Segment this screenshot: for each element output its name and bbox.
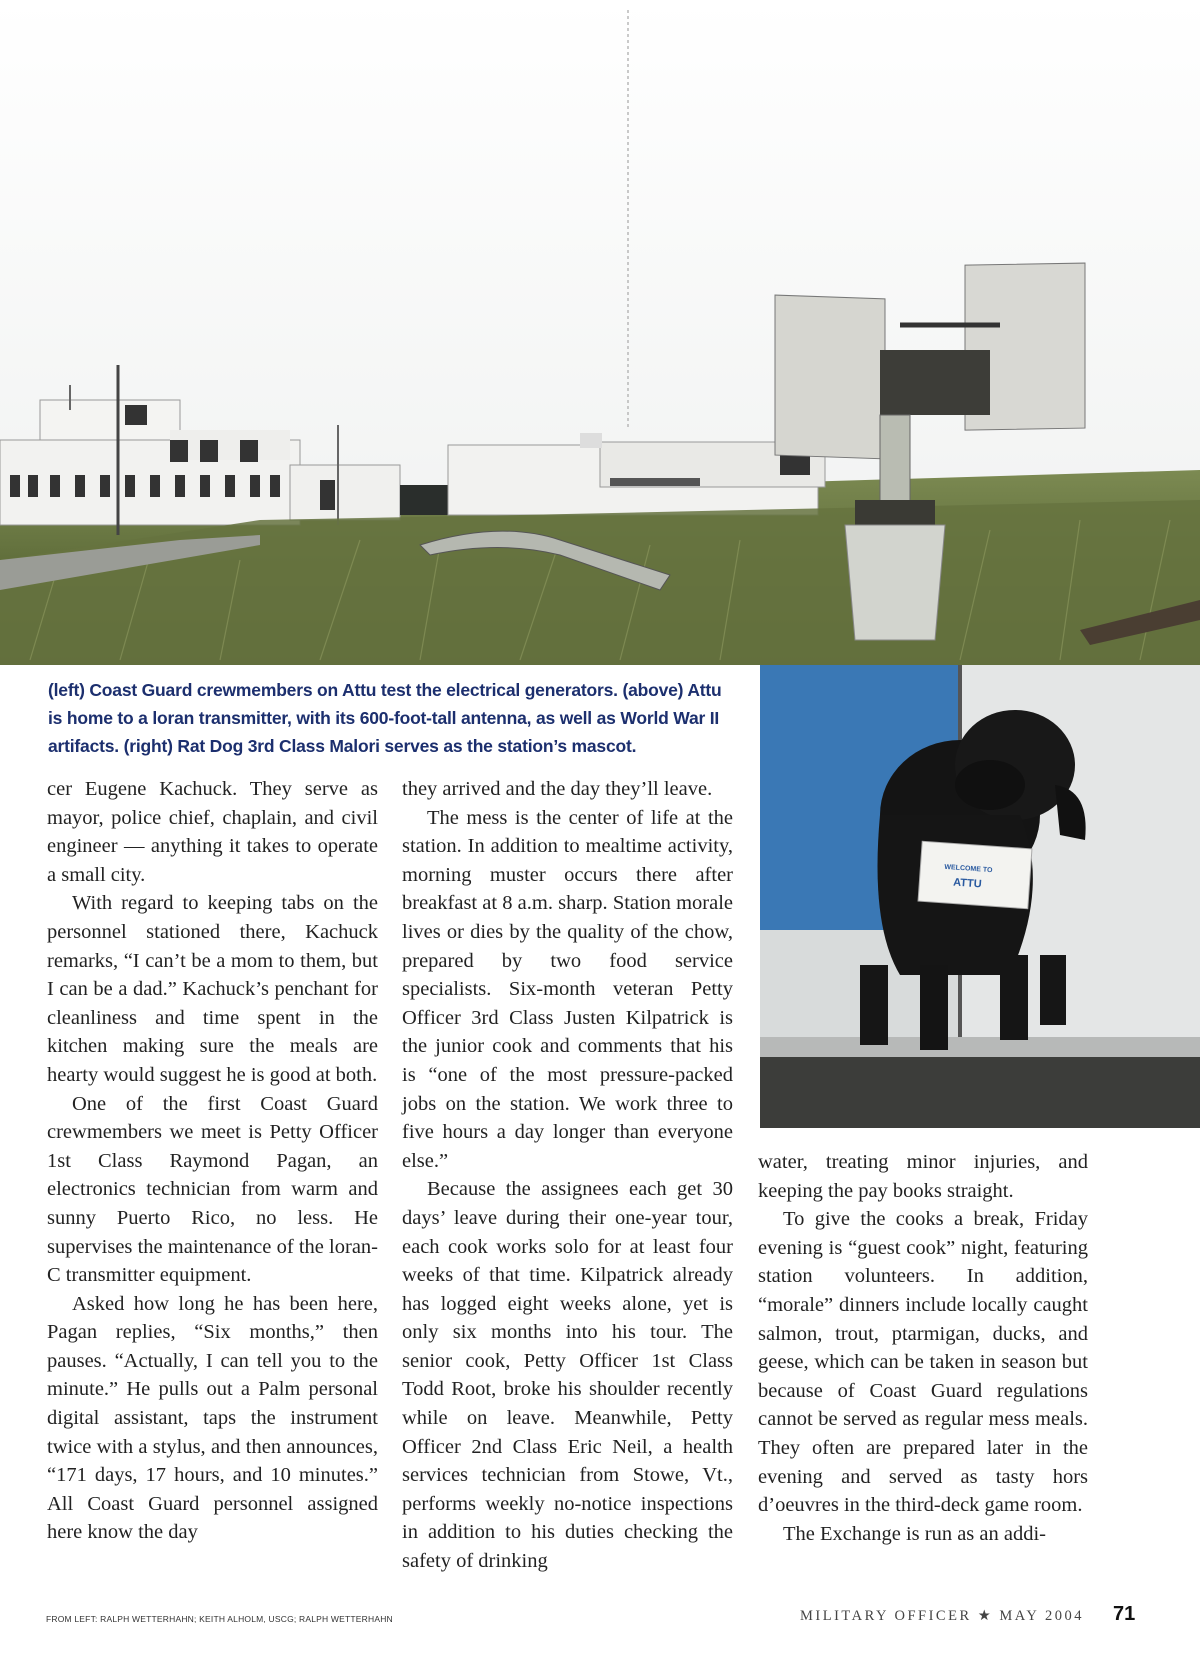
paragraph: With regard to keeping tabs on the personnel stationed there, Kachuck remarks, “I can’t be a mom to them, but I can be a dad.” Kachuck’s penchant for cleanliness and time spent in the kitchen making sure the meals are hearty would suggest he is good at both.	[47, 892, 378, 1086]
caption-line: (left) Coast Guard crewmembers on Attu test the electrical generators. (above) Attu	[48, 680, 722, 700]
paragraph: To give the cooks a break, Friday evening is “guest cook” night, featuring station volunteers. In addition, “morale” dinners include locally caught salmon, trout, ptarmigan, ducks, and geese, which can be taken in season but because of Coast Guard regulations cannot be served as regular mess meals. They often are prepared later in the evening and served as tasty hors d’oeuvres in the third-deck game room.	[758, 1208, 1088, 1517]
article-column-1	[47, 775, 378, 1547]
paragraph: cer Eugene Kachuck. They serve as mayor, police chief, chaplain, and civil engineer — anything it takes to operate a small city.	[47, 778, 378, 886]
caption-line: artifacts. (right) Rat Dog 3rd Class Malori serves as the station’s mascot.	[48, 736, 637, 756]
paragraph: The Exchange is run as an addi-	[783, 1522, 1046, 1545]
article-column-3	[758, 1148, 1088, 1548]
paragraph: Asked how long he has been here, Pagan replies, “Six months,” then pauses. “Actually, I can tell you to the minute.” He pulls out a Palm personal digital assistant, taps the instrument twice with a stylus, and then announces, “171 days, 17 hours, and 10 minutes.” All Coast Guard personnel assigned here know the day	[47, 1292, 378, 1544]
paragraph: water, treating minor injuries, and keeping the pay books straight.	[758, 1151, 1088, 1202]
magazine-folio: MILITARY OFFICER ★ MAY 2004	[800, 1608, 1084, 1624]
paragraph: Because the assignees each get 30 days’ leave during their one-year tour, each cook works solo for at least four weeks of that time. Kilpatrick already has logged eight weeks alone, yet is only six months into his tour. The senior cook, Petty Officer 1st Class Todd Root, broke his shoulder recently while on leave. Meanwhile, Petty Officer 2nd Class Eric Neil, a health services technician from Stowe, Vt., performs weekly no-notice inspections in addition to his duties checking the safety of drinking	[402, 1178, 733, 1573]
station-building-right	[400, 433, 825, 515]
welcome-sign	[918, 841, 1032, 909]
sign-welcome-text: WELCOME TO	[944, 863, 993, 875]
photo-credit: FROM LEFT: RALPH WETTERHAHN; KEITH ALHOLM, USCG; RALPH WETTERHAHN	[46, 1614, 393, 1624]
page-number: 71	[1113, 1603, 1136, 1625]
station-photo	[0, 0, 1200, 665]
paragraph: they arrived and the day they’ll leave.	[402, 778, 713, 800]
mascot-dog-photo	[760, 665, 1200, 1128]
paragraph: The mess is the center of life at the station. In addition to mealtime activity, morning muster occurs there after breakfast at 8 a.m. sharp. Station morale lives or dies by the quality of the chow, prepared by two food service specialists. Six-month veteran Petty Officer 3rd Class Justen Kilpatrick is the junior cook and comments that his is “one of the most pressure-packed jobs on the station. We work three to five hours a day longer than everyone else.”	[402, 806, 733, 1172]
paragraph: One of the first Coast Guard crewmembers we meet is Petty Officer 1st Class Raymond Pagan, an electronics technician from warm and sunny Puerto Rico, no less. He supervises the maintenance of the loran-C transmitter equipment.	[47, 1092, 378, 1287]
sign-attu-text: ATTU	[952, 876, 983, 891]
article-column-2	[402, 775, 733, 1576]
photo-caption	[48, 676, 738, 760]
caption-line: is home to a loran transmitter, with its 600-foot-tall antenna, as well as World War II	[48, 708, 720, 728]
